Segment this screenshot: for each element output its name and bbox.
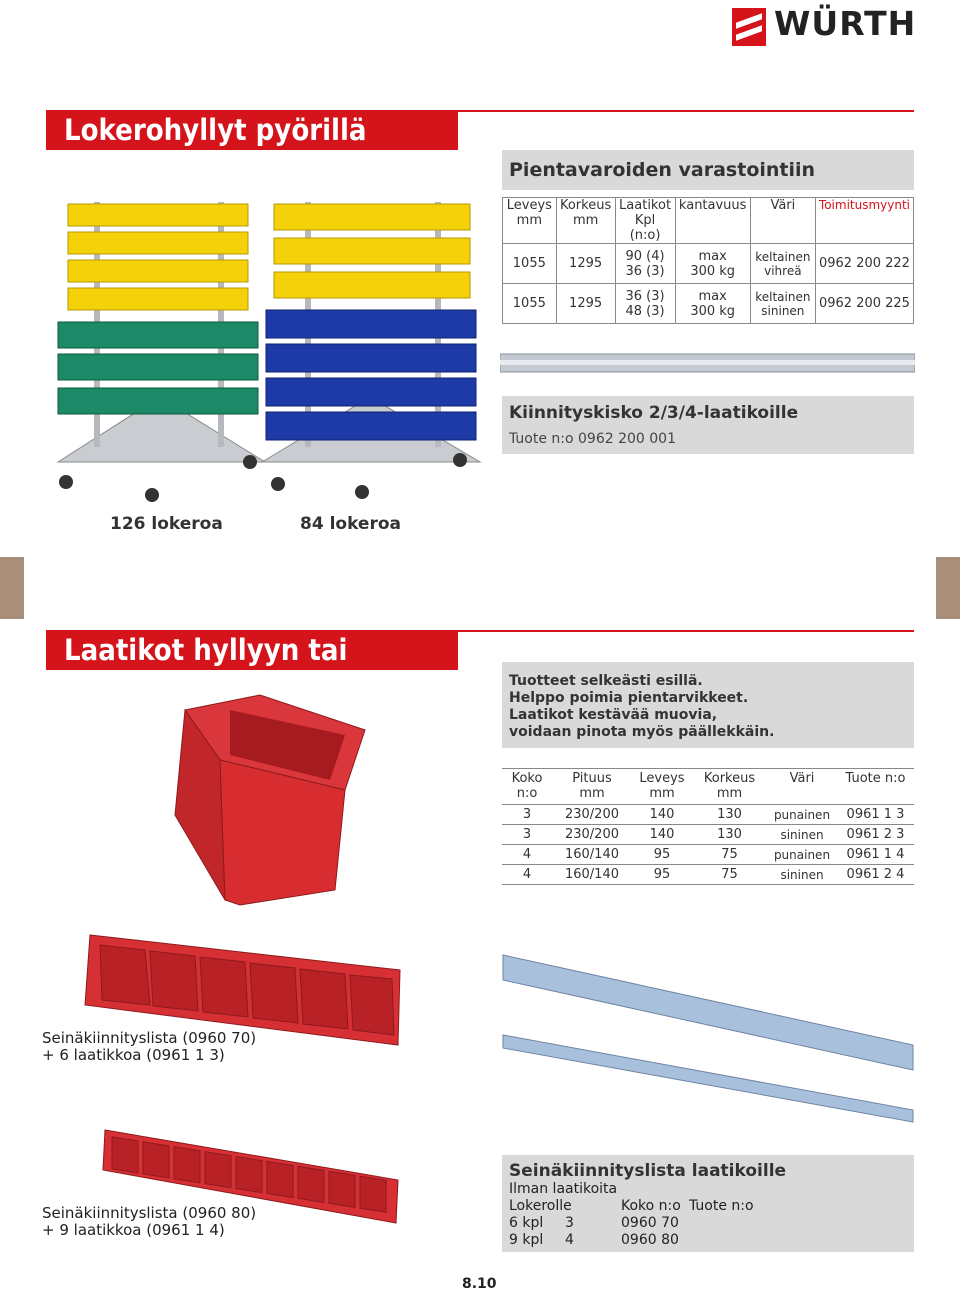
caption-strip-6: Seinäkiinnityslista (0960 70) + 6 laatikkoa (0961 1 3)	[42, 1029, 257, 1064]
wurth-logo-text: WÜRTH	[774, 4, 917, 43]
mounting-rail-image	[500, 350, 915, 380]
wurth-logo	[732, 4, 922, 46]
table-row: 1055 1295 36 (3) 48 (3) max 300 kg keltainen sininen 0962 200 225	[503, 284, 914, 324]
table-row: 4 160/140 95 75 sininen 0961 2 4	[502, 865, 914, 885]
side-tab-left	[0, 557, 24, 619]
table-row: 3 230/200 140 130 punainen 0961 1 3	[502, 805, 914, 825]
listbox-header: Lokerolle Koko n:o Tuote n:o	[509, 1198, 754, 1214]
shelf-table: Leveys mm Korkeus mm Laatikot Kpl (n:o) kantavuus Väri Toimitusmyynti 1055 1295 90 (4) 36 (3) max 300 kg keltainen vihreä 0962 200 222 1055 1295 36 (3) 48 (3) max 300 kg keltainen sininen 0962 200 225	[502, 197, 914, 324]
listbox-title: Seinäkiinnityslista laatikoille	[509, 1161, 787, 1181]
red-bin-image	[130, 690, 370, 915]
wall-strips-image	[498, 950, 918, 1125]
rack-126	[58, 202, 265, 502]
rail-product-number: Tuote n:o 0962 200 001	[509, 431, 676, 447]
caption-126: 126 lokeroa	[110, 514, 223, 534]
caption-strip-9: Seinäkiinnityslista (0960 80) + 9 laatikkoa (0961 1 4)	[42, 1204, 257, 1239]
section-title-shelves: Lokerohyllyt pyörillä	[46, 110, 458, 150]
bin-table: Koko n:o Pituus mm Leveys mm Korkeus mm Väri Tuote n:o 3 230/200 140 130 punainen 0961 1 3 3 230/200 140 130 sininen 0961 2 3 4 160/140 95 75 punainen 0961 1 4 4 160/140 95 75 sininen 0961 2 4	[502, 768, 914, 885]
table-row: 3 230/200 140 130 sininen 0961 2 3	[502, 825, 914, 845]
list-item: 6 kpl 3 0960 70	[509, 1215, 679, 1231]
wurth-logo-mark-icon	[732, 8, 766, 46]
page-number: 8.10	[462, 1276, 497, 1292]
table-row: 4 160/140 95 75 punainen 0961 1 4	[502, 845, 914, 865]
section-divider	[458, 110, 914, 112]
rack-84	[262, 202, 480, 499]
subtitle: Pientavaroiden varastointiin	[502, 150, 914, 190]
caption-84: 84 lokeroa	[300, 514, 401, 534]
wall-strip-info-box: Seinäkiinnityslista laatikoille Ilman laatikoita Lokerolle Koko n:o Tuote n:o 6 kpl 3 0960 70 9 kpl 4 0960 80	[502, 1155, 914, 1252]
description-box: Tuotteet selkeästi esillä. Helppo poimia pientarvikkeet. Laatikot kestävää muovia, voidaan pinota myös päällekkäin.	[502, 662, 914, 748]
section-divider	[458, 630, 914, 632]
shelf-racks-image	[40, 192, 490, 504]
section-title-bins: Laatikot hyllyyn tai seinään	[46, 630, 458, 670]
list-item: 9 kpl 4 0960 80	[509, 1232, 679, 1248]
side-tab-right	[936, 557, 960, 619]
rail-info-box	[502, 396, 914, 454]
table-row: 1055 1295 90 (4) 36 (3) max 300 kg keltainen vihreä 0962 200 222	[503, 244, 914, 284]
rail-title: Kiinnityskisko 2/3/4-laatikoille	[509, 403, 799, 423]
